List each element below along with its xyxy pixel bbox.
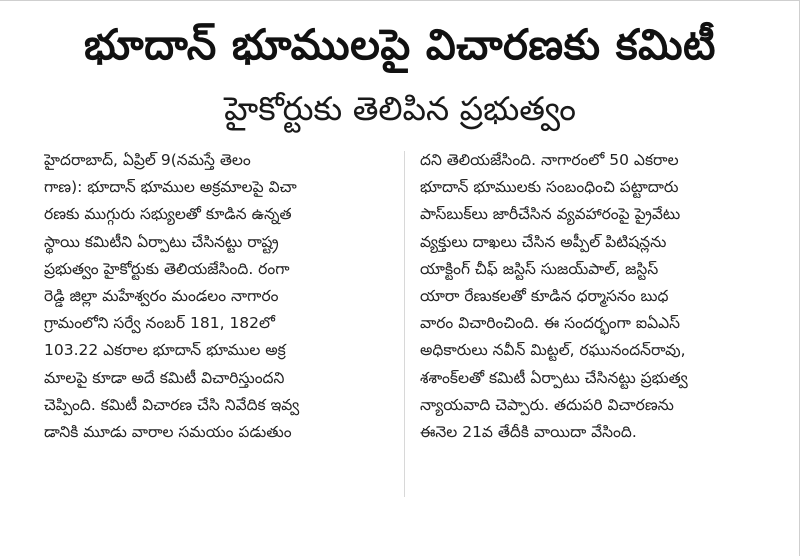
article-column-left bbox=[44, 147, 394, 446]
article-line: గ్రామంలోని సర్వే నంబర్ 181, 182లో bbox=[44, 314, 275, 333]
article-line: చెప్పింది. కమిటీ విచారణ చేసి నివేదిక ఇవ్వ bbox=[44, 395, 300, 414]
article-line: హైదరాబాద్, ఏప్రిల్ 9(నమస్తే తెలం bbox=[44, 151, 251, 169]
subheadline: హైకోర్టుకు తెలిపిన ప్రభుత్వం bbox=[224, 89, 576, 128]
article-line: యారా రేణుకలతో కూడిన ధర్మాసనం బుధ bbox=[420, 286, 669, 305]
article-column-right bbox=[420, 147, 770, 446]
article-line: పాస్‌బుక్‌లు జారీచేసిన వ్యవహారంపై ప్రైవేటు bbox=[420, 205, 681, 224]
article-line: స్థాయి కమిటీని ఏర్పాటు చేసినట్టు రాష్ట్ర bbox=[44, 232, 279, 251]
article-line: అధికారులు నవీన్ మిట్టల్, రఘునందన్‌రావు, bbox=[420, 341, 686, 360]
article-line: డానికి మూడు వారాల సమయం పడుతుం bbox=[44, 422, 292, 441]
article-line: మాలపై కూడా అదే కమిటీ విచారిస్తుందని bbox=[44, 368, 285, 387]
article-line: శశాంక్‌లతో కమిటీ ఏర్పాటు చేసినట్టు ప్రభుత్వ bbox=[420, 368, 688, 387]
headline: భూదాన్ భూములపై విచారణకు కమిటీ bbox=[84, 20, 716, 69]
article-line: ప్రభుత్వం హైకోర్టుకు తెలియజేసింది. రంగా bbox=[44, 259, 290, 278]
article-line: రెడ్డి జిల్లా మహేశ్వరం మండలం నాగారం bbox=[44, 286, 279, 305]
article-line: వారం విచారించింది. ఈ సందర్భంగా ఐఏఎస్ bbox=[420, 314, 681, 333]
article-line: న్యాయవాది చెప్పారు. తదుపరి విచారణను bbox=[420, 395, 674, 414]
column-divider bbox=[404, 151, 405, 497]
article-line: గాణ): భూదాన్ భూముల అక్రమాలపై విచా bbox=[44, 178, 297, 197]
article-line: ఈనెల 21వ తేదీకి వాయిదా వేసింది. bbox=[420, 422, 637, 441]
article-line: 103.22 ఎకరాల భూదాన్ భూముల అక్ర bbox=[44, 341, 286, 360]
article-line: భూదాన్ భూములకు సంబంధించి పట్టాదారు bbox=[420, 178, 679, 197]
article-line: వ్యక్తులు దాఖలు చేసిన అప్పీల్ పిటిషన్లను bbox=[420, 232, 667, 251]
article-line: యాక్టింగ్ చీఫ్ జస్టిస్ సుజయ్‌పాల్, జస్టిస్ bbox=[420, 259, 659, 278]
article-line: దని తెలియజేసింది. నాగారంలో 50 ఎకరాల bbox=[420, 151, 679, 169]
article-line: రణకు ముగ్గురు సభ్యులతో కూడిన ఉన్నత bbox=[44, 205, 292, 224]
